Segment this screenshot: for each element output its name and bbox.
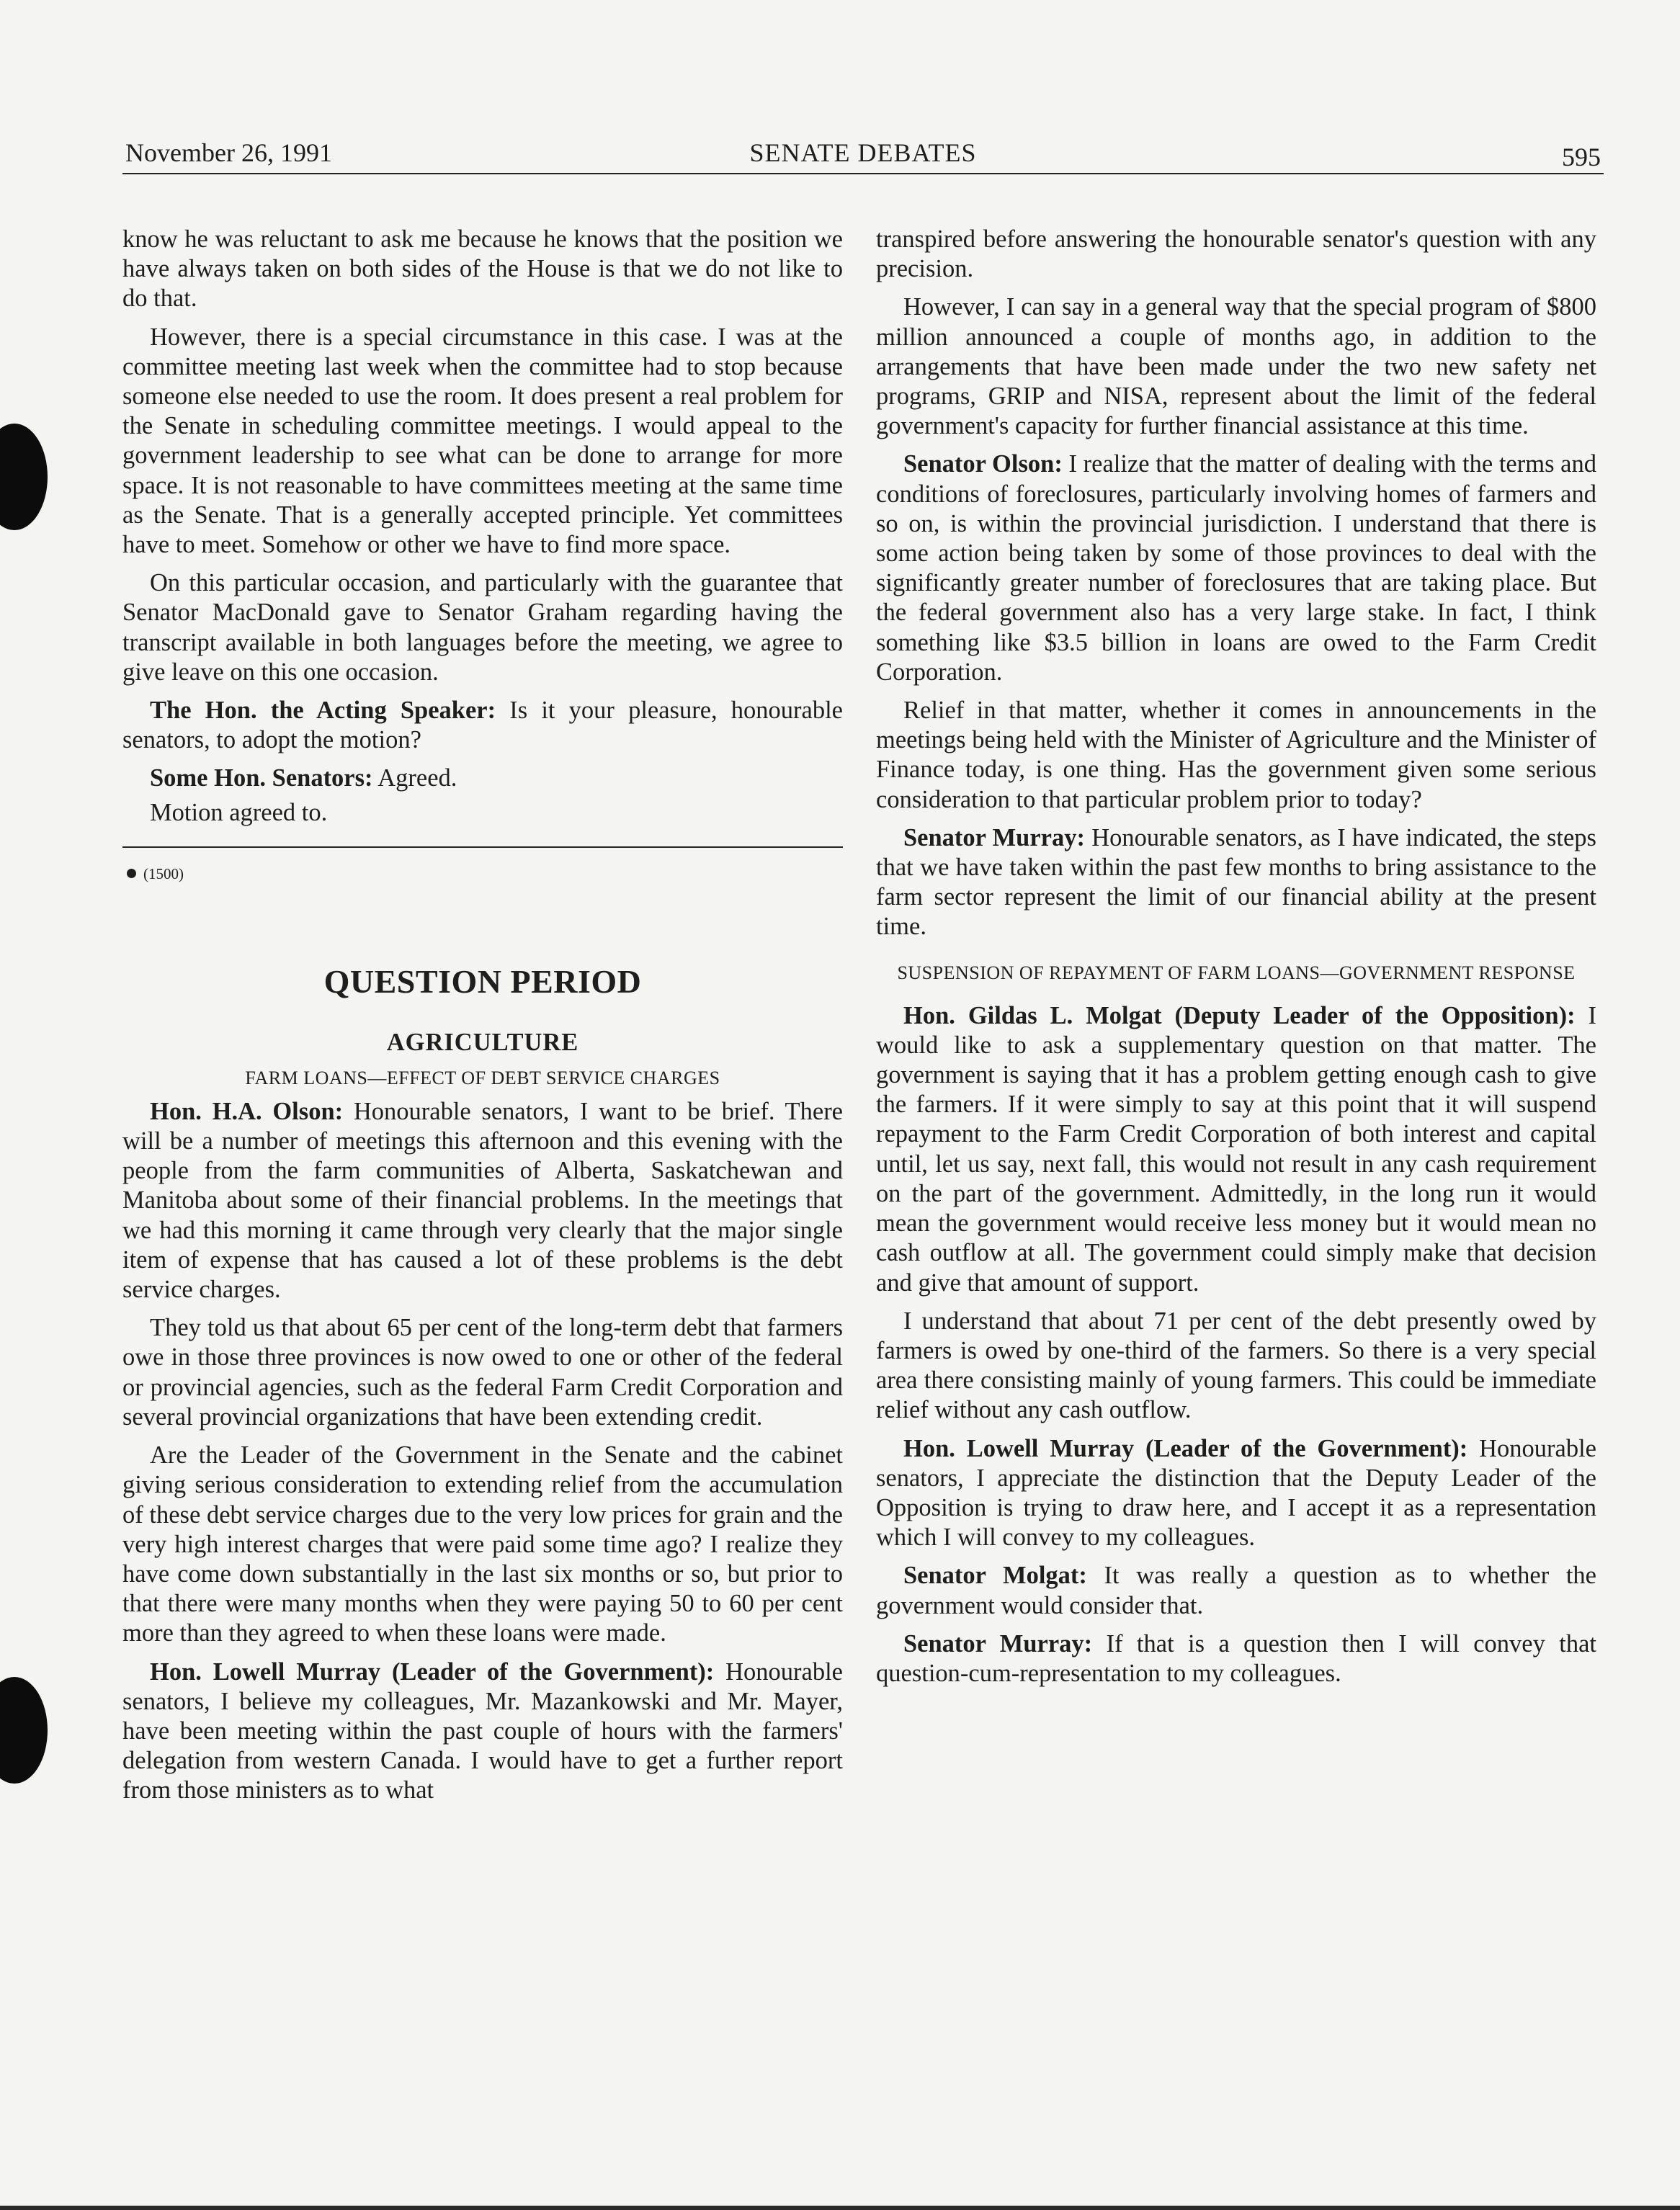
paragraph: [122, 1097, 843, 1305]
paragraph: Motion agreed to.: [150, 798, 328, 826]
section-title: QUESTION PERIOD: [323, 962, 642, 1000]
bullet-icon: [127, 869, 136, 878]
speaker-name: Senator Murray:: [903, 823, 1085, 851]
speaker-name: Hon. Lowell Murray (Leader of the Government):: [150, 1658, 715, 1686]
paragraph: know he was reluctant to ask me because he knows that the position we have always taken on both sides of the House is that we do not like to do that.: [122, 225, 843, 313]
section-divider: [122, 846, 843, 848]
scan-bottom-edge: [0, 2206, 1680, 2210]
speech-text: Honourable senators, as I have indicated, the steps that we have taken within the past few months to bring assistance to the farm sector represent the limit of our financial ability at the present time.: [876, 823, 1596, 941]
punch-hole-top: [0, 424, 48, 530]
paragraph: transpired before answering the honourable senator's question with any precision.: [876, 225, 1596, 283]
speech-text: I would like to ask a supplementary question on that matter. The government is saying that it has a problem getting enough cash to give the farmers. If it were simply to say at this point that it will suspend repayment to the Farm Credit Corporation of both interest and capital until, let us say, next fall, this would not result in any cash requirement on the part of the government. Admittedly, in the long run it would mean the government would receive less money but it would mean no cash outflow at all. The government could simply make that decision and give that amount of support.: [876, 1001, 1596, 1297]
paragraph: [876, 1629, 1596, 1688]
speaker-name: The Hon. the Acting Speaker:: [150, 697, 496, 725]
paragraph: On this particular occasion, and particularly with the guarantee that Senator MacDonald gave to Senator Graham regarding having the transcript available in both languages before the meeting, we agree to give leave on this one occasion.: [122, 569, 843, 686]
speech-text: Honourable senators, I want to be brief. There will be a number of meetings this afternoon and this evening with the people from the farm communities of Alberta, Saskatchewan and Manitoba about some of their financial problems. In the meetings that we had this morning it came through very clearly that the major single item of expense that has caused a lot of these problems is the debt service charges.: [122, 1097, 843, 1304]
header-page-number: 595: [1562, 143, 1601, 171]
speaker-name: Senator Olson:: [903, 450, 1063, 478]
paragraph: [122, 764, 843, 793]
punch-hole-bottom: [0, 1677, 48, 1784]
paragraph: [122, 1658, 843, 1806]
speaker-name: Senator Molgat:: [903, 1562, 1087, 1590]
speech-text: It was really a question as to whether the government would consider that.: [876, 1562, 1596, 1619]
topic-title: SUSPENSION OF REPAYMENT OF FARM LOANS—GOVERNMENT RESPONSE: [897, 962, 1576, 983]
timestamp: [127, 864, 843, 884]
subject-title: AGRICULTURE: [386, 1028, 579, 1056]
header-date: November 26, 1991: [125, 138, 332, 167]
paragraph: However, there is a special circumstance in this case. I was at the committee meeting last week when the committee had to stop because someone else needed to use the room. It does present a real problem for the Senate in scheduling committee meetings. I would appeal to the government leadership to see what can be done to arrange for more space. It is not reasonable to have committees meeting at the same time as the Senate. That is a generally accepted principle. Yet committees have to meet. Somehow or other we have to find more space.: [122, 323, 843, 559]
left-column: [122, 225, 843, 1815]
speech-text: Honourable senators, I appreciate the distinction that the Deputy Leader of the Opposition is trying to draw here, and I accept it as a representation which I will convey to my colleagues.: [876, 1434, 1596, 1552]
speaker-name: Hon. Gildas L. Molgat (Deputy Leader of the Opposition):: [903, 1001, 1576, 1029]
speaker-name: Some Hon. Senators:: [150, 764, 373, 792]
paragraph: [876, 1434, 1596, 1553]
paragraph: I understand that about 71 per cent of the debt presently owed by farmers is owed by one-third of the farmers. So there is a very special area there consisting mainly of young farmers. This could be immediate relief without any cash outflow.: [876, 1307, 1596, 1424]
speaker-name: Hon. H.A. Olson:: [150, 1097, 344, 1125]
paragraph: [876, 1561, 1596, 1620]
speech-text: Agreed.: [372, 764, 457, 792]
speaker-name: Hon. Lowell Murray (Leader of the Government):: [903, 1434, 1468, 1462]
right-column: [876, 225, 1596, 1697]
paragraph: Are the Leader of the Government in the Senate and the cabinet giving serious consideration to extending relief from the accumulation of these debt service charges due to the very low prices for grain and the very high interest charges that were paid some time ago? I realize they have come down substantially in the last six months or so, but prior to that there were many months when they were paying 50 to 60 per cent more than they agreed to when these loans were made.: [122, 1441, 843, 1647]
timestamp-text: (1500): [143, 864, 184, 882]
topic-title: FARM LOANS—EFFECT OF DEBT SERVICE CHARGES: [245, 1067, 720, 1088]
page-header: [122, 138, 1604, 174]
paragraph: [876, 1001, 1596, 1298]
speaker-name: Senator Murray:: [903, 1629, 1093, 1658]
speech-text: Honourable senators, I believe my colleagues, Mr. Mazankowski and Mr. Mayer, have been meeting within the past couple of hours with the farmers' delegation from western Canada. I would have to get a further report from those ministers as to what: [122, 1658, 843, 1804]
paragraph: They told us that about 65 per cent of the long-term debt that farmers owe in those three provinces is now owed to one or other of the federal or provincial agencies, such as the federal Farm Credit Corporation and several provincial organizations that have been extending credit.: [122, 1314, 843, 1431]
paragraph: Relief in that matter, whether it comes in announcements in the meetings being held with the Minister of Agriculture and the Minister of Finance today, is one thing. Has the government given some serious consideration to that particular problem prior to today?: [876, 697, 1596, 813]
speech-text: If that is a question then I will convey that question-cum-representation to my colleagues.: [876, 1629, 1596, 1687]
speech-text: I realize that the matter of dealing with the terms and conditions of foreclosures, particularly involving homes of farmers and so on, is within the provincial jurisdiction. I understand that there is some action being taken by some of those provinces to deal with the significantly greater number of foreclosures that are taking place. But the federal government also has a very large stake. In fact, I think something like $3.5 billion in loans are owed to the Farm Credit Corporation.: [876, 450, 1596, 686]
header-publication: SENATE DEBATES: [749, 138, 977, 167]
paragraph: However, I can say in a general way that the special program of $800 million announced a couple of months ago, in addition to the arrangements that have been made under the two new safety net programs, GRIP and NISA, represent about the limit of the federal government's capacity for further financial assistance at this time.: [876, 293, 1596, 440]
paragraph: [876, 823, 1596, 942]
paragraph: [122, 696, 843, 755]
speech-text: Is it your pleasure, honourable senators, to adopt the motion?: [122, 697, 843, 754]
paragraph: [876, 449, 1596, 687]
